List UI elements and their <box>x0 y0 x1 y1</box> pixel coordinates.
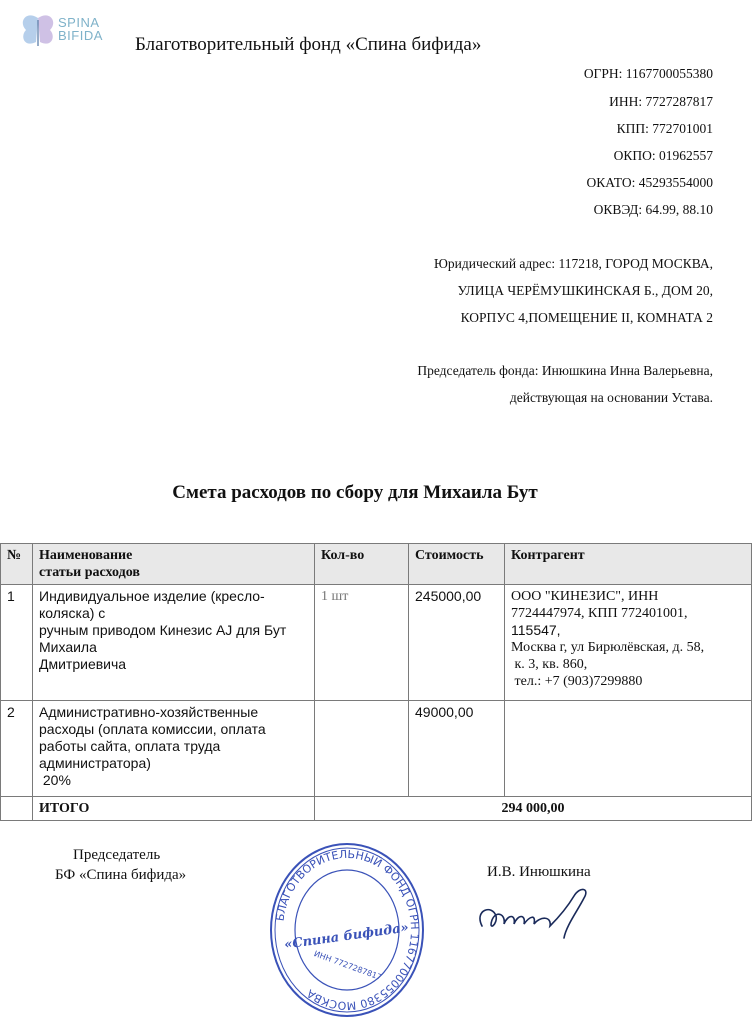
table-row <box>1 585 752 701</box>
row-qty <box>315 701 409 797</box>
reg-ogrn: ОГРН: 1167700055380 <box>583 66 713 81</box>
svg-text:«Спина бифида»: «Спина бифида» <box>283 920 410 953</box>
signature-title: Председатель <box>73 847 161 863</box>
row-vendor <box>505 701 752 797</box>
address-line3: КОРПУС 4,ПОМЕЩЕНИЕ II, КОМНАТА 2 <box>460 310 713 325</box>
handwritten-signature-icon <box>470 880 620 950</box>
logo-text-line1: SPINA <box>58 15 100 30</box>
table-row <box>1 701 752 797</box>
reg-okato: ОКАТО: 45293554000 <box>586 175 713 190</box>
row-qty: 1 шт <box>315 585 409 701</box>
row-name-line: Индивидуальное изделие (кресло- <box>39 588 265 604</box>
row-name <box>33 585 315 701</box>
address-line1: Юридический адрес: 117218, ГОРОД МОСКВА, <box>434 256 713 271</box>
row-cost: 49000,00 <box>409 701 505 797</box>
address-line2: УЛИЦА ЧЕРЁМУШКИНСКАЯ Б., ДОМ 20, <box>457 283 713 298</box>
svg-text:БЛАГОТВОРИТЕЛЬНЫЙ ФОНД ОГРН 1: БЛАГОТВОРИТЕЛЬНЫЙ ФОНД ОГРН 1167700055380 МОСКВА <box>273 847 422 1013</box>
signature-org: БФ «Спина бифида» <box>55 867 187 883</box>
row-vendor-line: Москва г, ул Бирюлёвская, д. 58, <box>511 640 705 655</box>
row-vendor-line: ООО "КИНЕЗИС", ИНН <box>511 589 659 604</box>
header-cost: Стоимость <box>409 544 505 585</box>
svg-text:ИНН 7727287817: ИНН 7727287817 <box>312 949 383 983</box>
org-title: Благотворительный фонд «Спина бифида» <box>135 34 482 55</box>
row-name-line: Михаила <box>39 639 97 655</box>
logo-text-line2: BIFIDA <box>58 28 103 43</box>
total-row <box>1 797 752 821</box>
chair-line1: Председатель фонда: Инюшкина Инна Валерьевна, <box>417 363 713 378</box>
estimate-table <box>0 543 752 821</box>
signature-block-left <box>55 845 186 885</box>
header-name <box>33 544 315 585</box>
reg-okved: ОКВЭД: 64.99, 88.10 <box>593 202 713 217</box>
signatory-name: И.В. Инюшкина <box>487 864 591 880</box>
row-name <box>33 701 315 797</box>
row-cost: 245000,00 <box>409 585 505 701</box>
total-value: 294 000,00 <box>315 797 752 821</box>
butterfly-logo-icon <box>18 12 58 56</box>
header-name-line1: Наименование <box>39 548 133 563</box>
row-num: 1 <box>1 585 33 701</box>
row-name-line: коляска) с <box>39 605 106 621</box>
row-num: 2 <box>1 701 33 797</box>
reg-kpp: КПП: 772701001 <box>616 121 713 136</box>
row-vendor-line: тел.: +7 (903)7299880 <box>511 674 643 689</box>
row-vendor-line: 115547, <box>511 622 561 638</box>
reg-inn: ИНН: 7727287817 <box>609 94 713 109</box>
header-vendor: Контрагент <box>505 544 752 585</box>
row-name-line: ручным приводом Кинезис AJ для Бут <box>39 622 287 638</box>
chair-line2: действующая на основании Устава. <box>509 390 713 405</box>
row-vendor-line: к. 3, кв. 860, <box>511 657 588 672</box>
row-name-line: 20% <box>39 772 71 788</box>
row-name-line: Дмитриевича <box>39 656 127 672</box>
row-vendor <box>505 585 752 701</box>
row-name-line: Административно-хозяйственные <box>39 704 259 720</box>
row-name-line: администратора) <box>39 755 151 771</box>
total-num-cell <box>1 797 33 821</box>
stamp-seal-icon <box>268 840 426 1020</box>
row-vendor-line: 7724447974, КПП 772401001, <box>511 606 688 621</box>
header-name-line2: статьи расходов <box>39 565 140 580</box>
document-title: Смета расходов по сбору для Михаила Бут <box>172 482 538 503</box>
table-header-row <box>1 544 752 585</box>
total-label: ИТОГО <box>33 797 315 821</box>
header-qty: Кол-во <box>315 544 409 585</box>
reg-okpo: ОКПО: 01962557 <box>613 148 713 163</box>
row-name-line: работы сайта, оплата труда <box>39 738 221 754</box>
logo <box>18 12 108 56</box>
row-name-line: расходы (оплата комиссии, оплата <box>39 721 266 737</box>
header-num: № <box>1 544 33 585</box>
